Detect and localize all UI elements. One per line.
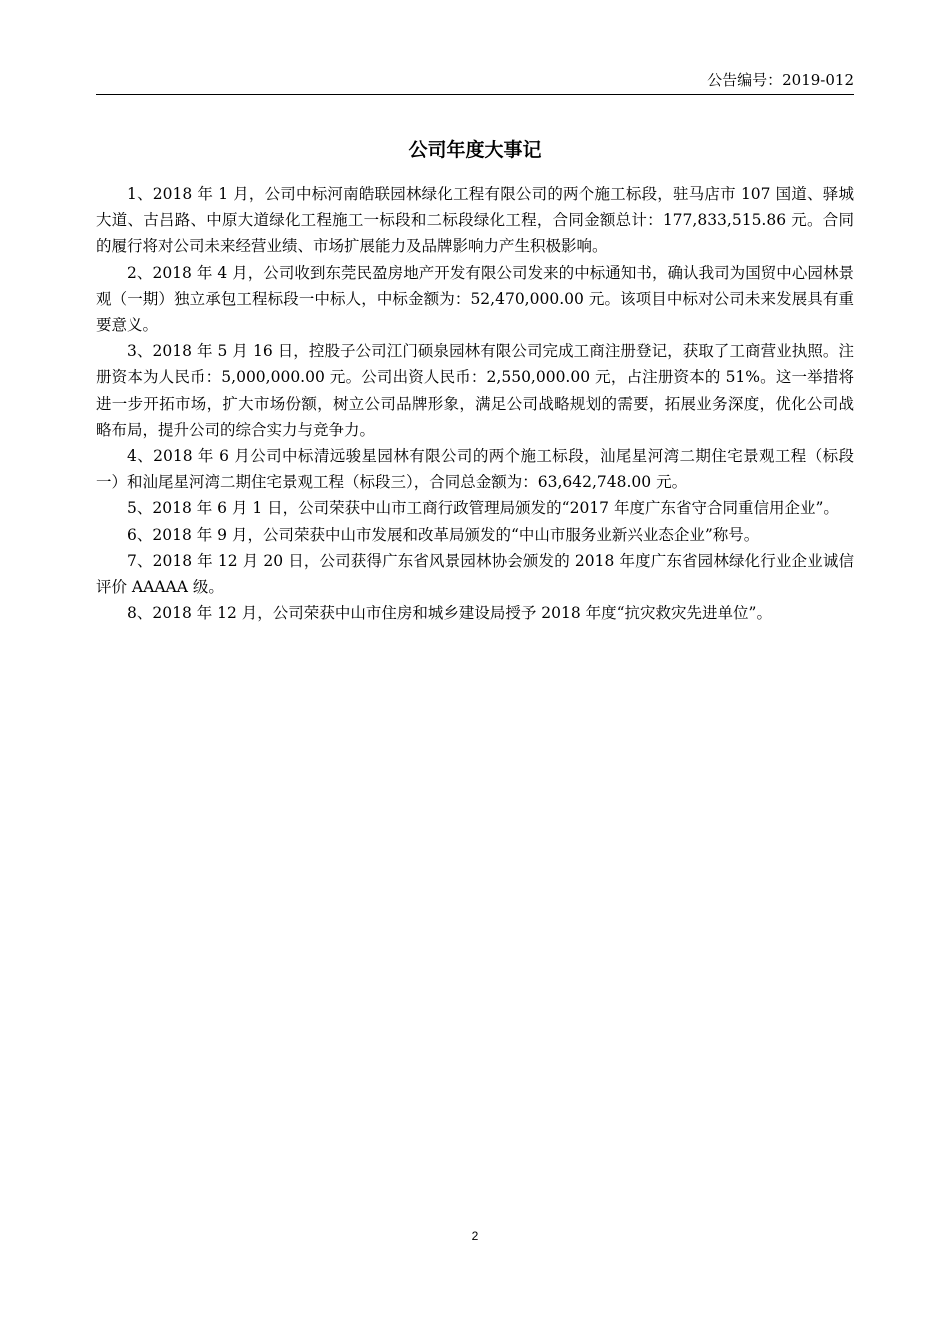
event-paragraph-1: 1、2018 年 1 月，公司中标河南皓联园林绿化工程有限公司的两个施工标段，驻马店市 107 国道、驿城大道、古吕路、中原大道绿化工程施工一标段和二标段绿化工程，合同金额总计：177,833,515.86 元。合同的履行将对公司未来经营业绩、市场扩展能力及品牌影响力产生积极影响。 xyxy=(96,185,854,256)
event-paragraph-8: 8、2018 年 12 月，公司荣获中山市住房和城乡建设局授予 2018 年度“抗灾救灾先进单位”。 xyxy=(127,604,772,623)
page-number: 2 xyxy=(471,1229,479,1243)
document-body xyxy=(96,181,854,626)
event-paragraph-7: 7、2018 年 12 月 20 日，公司获得广东省风景园林协会颁发的 2018 年度广东省园林绿化行业企业诚信评价 AAAAA 级。 xyxy=(96,551,854,597)
page-header xyxy=(96,70,854,95)
event-paragraph-2: 2、2018 年 4 月，公司收到东莞民盈房地产开发有限公司发来的中标通知书，确认我司为国贸中心园林景观（一期）独立承包工程标段一中标人，中标金额为：52,470,000.00 元。该项目中标对公司未来发展具有重要意义。 xyxy=(96,263,854,335)
announcement-number: 公告编号：2019-012 xyxy=(707,71,854,89)
event-paragraph-6: 6、2018 年 9 月，公司荣获中山市发展和改革局颁发的“中山市服务业新兴业态企业”称号。 xyxy=(127,525,760,544)
event-paragraph-3: 3、2018 年 5 月 16 日，控股子公司江门硕泉园林有限公司完成工商注册登记，获取了工商营业执照。注册资本为人民币：5,000,000.00 元。公司出资人民币：2,550,000.00 元，占注册资本的 51%。这一举措将进一步开拓市场，扩大市场份额，树立公司品牌形象，满足公司战略规划的需要，拓展业务深度，优化公司战略布局，提升公司的综合实力与竞争力。 xyxy=(96,342,854,439)
event-paragraph-4: 4、2018 年 6 月公司中标清远骏星园林有限公司的两个施工标段，汕尾星河湾二期住宅景观工程（标段一）和汕尾星河湾二期住宅景观工程（标段三），合同总金额为：63,642,748.00 元。 xyxy=(96,447,854,492)
event-paragraph-5: 5、2018 年 6 月 1 日，公司荣获中山市工商行政管理局颁发的“2017 年度广东省守合同重信用企业”。 xyxy=(127,499,839,518)
page-title: 公司年度大事记 xyxy=(408,139,542,161)
